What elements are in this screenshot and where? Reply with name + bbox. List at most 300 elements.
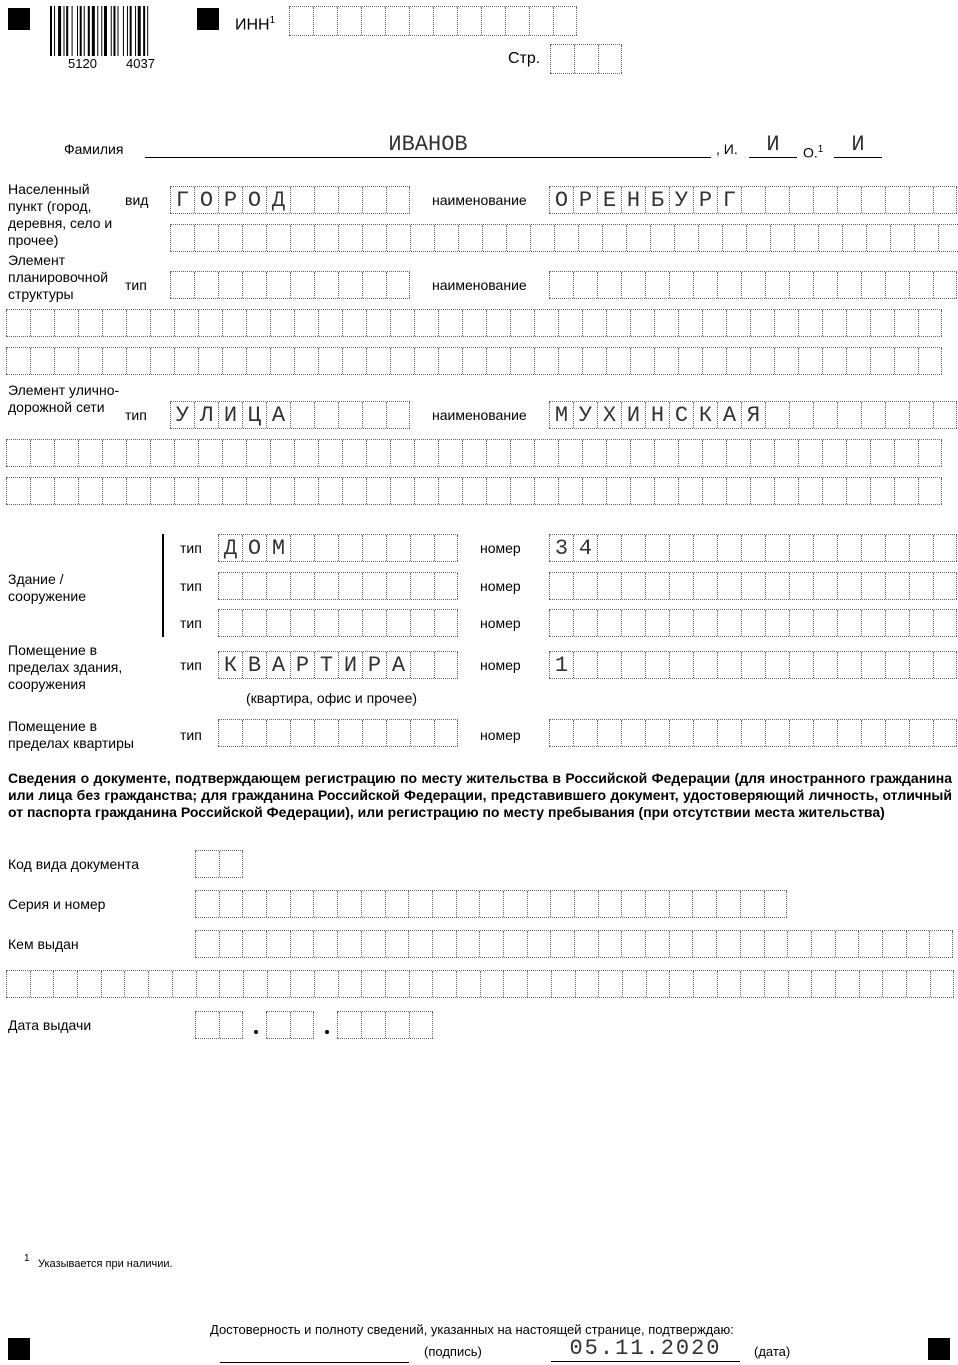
comb-cell xyxy=(510,348,534,374)
comb-cell xyxy=(314,535,338,561)
comb-cell xyxy=(693,573,717,599)
comb-cell xyxy=(530,225,554,251)
comb-cell xyxy=(621,652,645,678)
comb-cell xyxy=(270,478,294,504)
comb-cell xyxy=(882,971,906,997)
planning-name-field-line2[interactable] xyxy=(6,309,942,337)
comb-cell xyxy=(198,348,222,374)
barcode-number-right: 4037 xyxy=(126,56,155,71)
comb-cell xyxy=(410,610,434,636)
comb-cell xyxy=(837,652,861,678)
comb-cell xyxy=(835,971,859,997)
comb-cell xyxy=(558,310,582,336)
comb-cell xyxy=(290,187,314,213)
comb-cell xyxy=(6,478,30,504)
comb-cell: Ц xyxy=(242,402,266,428)
comb-cell xyxy=(798,310,822,336)
comb-cell xyxy=(575,971,599,997)
comb-cell xyxy=(486,440,510,466)
comb-cell xyxy=(582,440,606,466)
comb-cell xyxy=(266,225,290,251)
premises-type-field[interactable] xyxy=(218,651,458,679)
barcode-bar xyxy=(54,6,55,56)
comb-cell xyxy=(386,402,410,428)
comb-cell xyxy=(716,931,740,957)
comb-cell xyxy=(818,225,842,251)
comb-cell xyxy=(337,1012,361,1038)
comb-cell xyxy=(645,652,669,678)
locality-name-field[interactable] xyxy=(549,186,957,214)
page-number-field[interactable] xyxy=(550,44,622,74)
comb-cell xyxy=(702,440,726,466)
comb-cell xyxy=(693,610,717,636)
comb-cell xyxy=(218,720,242,746)
comb-cell xyxy=(314,573,338,599)
comb-cell xyxy=(598,45,622,73)
comb-cell xyxy=(918,310,942,336)
date-separator-dot-1 xyxy=(254,1030,258,1034)
doc-issued-by-field-line2[interactable] xyxy=(6,970,954,998)
comb-cell xyxy=(361,971,385,997)
comb-cell xyxy=(717,573,741,599)
comb-cell xyxy=(408,891,432,917)
comb-cell xyxy=(837,402,861,428)
building-bracket xyxy=(162,534,164,637)
barcode-bar xyxy=(97,6,98,56)
comb-cell xyxy=(6,440,30,466)
comb-cell xyxy=(582,310,606,336)
comb-cell xyxy=(342,440,366,466)
comb-cell xyxy=(894,478,918,504)
comb-cell xyxy=(918,440,942,466)
corner-marker-bottom-right xyxy=(928,1338,950,1360)
comb-cell: У xyxy=(573,402,597,428)
comb-cell xyxy=(645,931,669,957)
comb-cell xyxy=(866,225,890,251)
comb-cell xyxy=(338,971,362,997)
doc-issue-month-field[interactable] xyxy=(266,1011,314,1039)
comb-cell xyxy=(813,573,837,599)
corner-marker-top-left xyxy=(8,8,30,30)
building-type-field-1[interactable] xyxy=(218,534,458,562)
street-name-label: наименование xyxy=(432,407,527,423)
comb-cell xyxy=(645,720,669,746)
comb-cell xyxy=(846,440,870,466)
barcode-bar xyxy=(138,6,141,56)
locality-kind-label: вид xyxy=(125,192,149,208)
date-field[interactable]: 05.11.2020 xyxy=(551,1337,740,1362)
comb-cell xyxy=(534,310,558,336)
comb-cell xyxy=(218,573,242,599)
comb-cell xyxy=(645,610,669,636)
comb-cell xyxy=(549,573,573,599)
comb-cell xyxy=(290,573,314,599)
comb-cell: Е xyxy=(597,187,621,213)
comb-cell xyxy=(693,720,717,746)
comb-cell xyxy=(859,971,883,997)
comb-cell xyxy=(669,971,693,997)
comb-cell: А xyxy=(266,652,290,678)
comb-cell xyxy=(717,610,741,636)
comb-cell xyxy=(410,573,434,599)
comb-cell xyxy=(534,440,558,466)
street-name-field[interactable] xyxy=(549,401,957,429)
comb-cell xyxy=(813,610,837,636)
comb-cell: Н xyxy=(621,187,645,213)
comb-cell xyxy=(740,971,764,997)
signature-field[interactable] xyxy=(220,1338,409,1363)
planning-name-label: наименование xyxy=(432,277,527,293)
inn-field[interactable] xyxy=(289,6,577,36)
comb-cell xyxy=(630,440,654,466)
comb-cell xyxy=(54,348,78,374)
comb-cell xyxy=(741,610,765,636)
comb-cell xyxy=(798,348,822,374)
comb-cell xyxy=(246,440,270,466)
corner-marker-top-mid xyxy=(197,8,219,30)
building-number-label-2: номер xyxy=(480,578,521,594)
comb-cell xyxy=(409,971,433,997)
doc-issued-by-field[interactable] xyxy=(195,930,953,958)
comb-cell xyxy=(774,440,798,466)
footnote-text: Указывается при наличии. xyxy=(38,1258,173,1270)
comb-cell xyxy=(654,440,678,466)
comb-cell: И xyxy=(621,402,645,428)
comb-cell: К xyxy=(693,402,717,428)
comb-cell xyxy=(222,478,246,504)
comb-cell xyxy=(646,971,670,997)
comb-cell xyxy=(270,348,294,374)
comb-cell xyxy=(909,720,933,746)
comb-cell xyxy=(837,187,861,213)
initial-o-field[interactable]: И xyxy=(834,133,882,158)
street-name-field-line3[interactable] xyxy=(6,477,942,505)
comb-cell xyxy=(172,971,196,997)
comb-cell xyxy=(432,971,456,997)
comb-cell xyxy=(386,272,410,298)
comb-cell xyxy=(266,272,290,298)
comb-cell xyxy=(195,931,219,957)
comb-cell xyxy=(196,971,220,997)
comb-cell xyxy=(573,272,597,298)
apartment-premises-type-field[interactable] xyxy=(218,719,458,747)
doc-code-field[interactable] xyxy=(195,850,243,878)
comb-cell xyxy=(789,652,813,678)
comb-cell xyxy=(6,971,30,997)
comb-cell xyxy=(602,225,626,251)
comb-cell xyxy=(195,891,219,917)
comb-cell xyxy=(574,45,598,73)
comb-cell xyxy=(150,478,174,504)
comb-cell xyxy=(361,931,385,957)
street-type-field[interactable] xyxy=(170,401,410,429)
comb-cell xyxy=(597,573,621,599)
premises-type-label: тип xyxy=(180,657,202,673)
comb-cell xyxy=(669,272,693,298)
comb-cell xyxy=(438,478,462,504)
comb-cell xyxy=(290,272,314,298)
comb-cell xyxy=(906,971,930,997)
comb-cell xyxy=(717,535,741,561)
comb-cell xyxy=(861,610,885,636)
doc-issue-date-label: Дата выдачи xyxy=(8,1017,92,1033)
comb-cell xyxy=(885,187,909,213)
comb-cell xyxy=(385,1012,409,1038)
building-type-label-2: тип xyxy=(180,578,202,594)
comb-cell xyxy=(30,348,54,374)
comb-cell xyxy=(314,402,338,428)
comb-cell xyxy=(726,440,750,466)
comb-cell xyxy=(174,440,198,466)
comb-cell xyxy=(266,1012,290,1038)
comb-cell xyxy=(765,272,789,298)
street-name-field-line2[interactable] xyxy=(6,439,942,467)
barcode-bar xyxy=(123,6,124,56)
comb-cell: Б xyxy=(645,187,669,213)
barcode-bar xyxy=(127,6,128,56)
comb-cell: Р xyxy=(573,187,597,213)
comb-cell xyxy=(573,720,597,746)
comb-cell xyxy=(702,478,726,504)
comb-cell xyxy=(726,310,750,336)
confirmation-text: Достоверность и полноту сведений, указанных на настоящей странице, подтверждаю: xyxy=(210,1322,734,1337)
page-label: Стр. xyxy=(508,50,541,67)
comb-cell xyxy=(789,573,813,599)
comb-cell: У xyxy=(669,187,693,213)
barcode-bar xyxy=(84,6,85,56)
barcode-bar xyxy=(66,6,68,56)
comb-cell: А xyxy=(266,402,290,428)
comb-cell xyxy=(385,931,409,957)
comb-cell xyxy=(918,348,942,374)
comb-cell: Г xyxy=(717,187,741,213)
comb-cell xyxy=(337,891,361,917)
comb-cell xyxy=(434,225,458,251)
comb-cell xyxy=(386,573,410,599)
comb-cell xyxy=(861,535,885,561)
comb-cell xyxy=(294,478,318,504)
comb-cell xyxy=(434,610,458,636)
planning-name-field-line3[interactable] xyxy=(6,347,942,375)
comb-cell xyxy=(30,440,54,466)
comb-cell xyxy=(870,310,894,336)
comb-cell xyxy=(764,971,788,997)
comb-cell xyxy=(318,348,342,374)
comb-cell xyxy=(174,348,198,374)
comb-cell xyxy=(503,931,527,957)
doc-issue-day-field[interactable] xyxy=(195,1011,243,1039)
comb-cell xyxy=(361,1012,385,1038)
comb-cell xyxy=(598,891,622,917)
comb-cell xyxy=(219,931,243,957)
comb-cell: Т xyxy=(314,652,338,678)
inn-label: ИНН$^1$ xyxy=(235,15,276,34)
comb-cell xyxy=(456,971,480,997)
comb-cell xyxy=(550,931,574,957)
barcode-bar xyxy=(147,6,148,56)
comb-cell xyxy=(267,971,291,997)
comb-cell xyxy=(219,1012,243,1038)
date-label: (дата) xyxy=(754,1344,791,1359)
comb-cell xyxy=(386,187,410,213)
comb-cell: У xyxy=(170,402,194,428)
comb-cell xyxy=(741,720,765,746)
comb-cell xyxy=(909,272,933,298)
surname-field[interactable]: ИВАНОВ xyxy=(145,133,711,158)
comb-cell xyxy=(338,573,362,599)
comb-cell xyxy=(266,720,290,746)
comb-cell xyxy=(342,310,366,336)
initial-i-field[interactable]: И xyxy=(749,133,797,158)
comb-cell xyxy=(717,652,741,678)
comb-cell xyxy=(30,310,54,336)
building-number-field-3[interactable] xyxy=(549,609,957,637)
building-number-field-2[interactable] xyxy=(549,572,957,600)
comb-cell xyxy=(835,931,859,957)
comb-cell xyxy=(290,535,314,561)
comb-cell xyxy=(645,891,669,917)
comb-cell xyxy=(414,310,438,336)
comb-cell xyxy=(909,610,933,636)
comb-cell xyxy=(813,652,837,678)
comb-cell xyxy=(479,931,503,957)
comb-cell xyxy=(842,225,866,251)
comb-cell xyxy=(432,891,456,917)
building-label: Здание / сооружение xyxy=(8,571,87,604)
comb-cell xyxy=(314,225,338,251)
comb-cell xyxy=(386,610,410,636)
comb-cell xyxy=(726,348,750,374)
comb-cell xyxy=(550,891,574,917)
doc-series-field[interactable] xyxy=(195,890,787,918)
comb-cell xyxy=(938,225,958,251)
comb-cell: М xyxy=(549,402,573,428)
comb-cell xyxy=(410,535,434,561)
comb-cell xyxy=(366,348,390,374)
comb-cell: Л xyxy=(194,402,218,428)
comb-cell xyxy=(78,440,102,466)
planning-name-field[interactable] xyxy=(549,271,957,299)
barcode-bar xyxy=(143,6,145,56)
comb-cell: И xyxy=(218,402,242,428)
building-type-field-2[interactable] xyxy=(218,572,458,600)
comb-cell: Х xyxy=(597,402,621,428)
comb-cell xyxy=(765,187,789,213)
comb-cell xyxy=(894,310,918,336)
comb-cell xyxy=(270,310,294,336)
comb-cell xyxy=(621,720,645,746)
comb-cell xyxy=(765,720,789,746)
comb-cell xyxy=(338,720,362,746)
comb-cell xyxy=(621,891,645,917)
comb-cell xyxy=(510,310,534,336)
comb-cell xyxy=(885,272,909,298)
comb-cell xyxy=(774,310,798,336)
apartment-premises-label: Помещение в пределах квартиры xyxy=(8,718,134,751)
comb-cell xyxy=(126,478,150,504)
comb-cell xyxy=(290,891,314,917)
comb-cell xyxy=(314,610,338,636)
comb-cell xyxy=(582,478,606,504)
building-number-field-1[interactable] xyxy=(549,534,957,562)
comb-cell xyxy=(194,272,218,298)
comb-cell xyxy=(678,310,702,336)
barcode-bar xyxy=(64,6,65,56)
comb-cell xyxy=(6,348,30,374)
premises-number-field[interactable] xyxy=(549,651,957,679)
barcode-bar xyxy=(130,6,132,56)
comb-cell xyxy=(338,187,362,213)
planning-type-field[interactable] xyxy=(170,271,410,299)
comb-cell xyxy=(630,348,654,374)
comb-cell xyxy=(741,652,765,678)
barcode-bar xyxy=(118,6,119,56)
comb-cell xyxy=(503,891,527,917)
document-heading: Сведения о документе, подтверждающем регистрацию по месту жительства в Российской Федерации (для иностранного гражданина или лица без гражданства; для гражданина Российской Федерации, представившего документ, удостоверяющий личность, отличный от паспорта гражданина Российской Федерации), или регистрацию по месту пребывания (при отсутствии места жительства) xyxy=(8,770,952,820)
comb-cell xyxy=(698,225,722,251)
locality-name-field-line2[interactable] xyxy=(170,224,958,252)
comb-cell xyxy=(669,573,693,599)
comb-cell: К xyxy=(218,652,242,678)
comb-cell xyxy=(78,310,102,336)
comb-cell xyxy=(621,610,645,636)
comb-cell xyxy=(294,348,318,374)
comb-cell xyxy=(558,440,582,466)
comb-cell xyxy=(270,440,294,466)
comb-cell: А xyxy=(717,402,741,428)
comb-cell xyxy=(582,348,606,374)
comb-cell xyxy=(170,225,194,251)
comb-cell xyxy=(434,573,458,599)
comb-cell xyxy=(294,440,318,466)
barcode-bar xyxy=(80,6,82,56)
building-type-field-3[interactable] xyxy=(218,609,458,637)
comb-cell xyxy=(218,610,242,636)
barcode-bar xyxy=(77,6,78,56)
street-type-label: тип xyxy=(125,407,147,423)
comb-cell xyxy=(574,931,598,957)
comb-cell xyxy=(266,573,290,599)
locality-kind-field[interactable] xyxy=(170,186,410,214)
comb-cell xyxy=(194,225,218,251)
comb-cell xyxy=(693,652,717,678)
comb-cell xyxy=(726,478,750,504)
comb-cell xyxy=(433,7,457,35)
comb-cell xyxy=(486,478,510,504)
comb-cell xyxy=(198,478,222,504)
apartment-premises-number-field[interactable] xyxy=(549,719,957,747)
comb-cell xyxy=(456,891,480,917)
comb-cell xyxy=(290,610,314,636)
comb-cell xyxy=(290,931,314,957)
comb-cell xyxy=(764,931,788,957)
comb-cell xyxy=(885,573,909,599)
comb-cell xyxy=(789,535,813,561)
comb-cell xyxy=(148,971,172,997)
barcode-bar xyxy=(50,6,52,56)
comb-cell xyxy=(870,440,894,466)
comb-cell xyxy=(813,187,837,213)
comb-cell xyxy=(693,971,717,997)
comb-cell xyxy=(195,1012,219,1038)
doc-issue-year-field[interactable] xyxy=(337,1011,433,1039)
comb-cell xyxy=(550,45,574,73)
comb-cell xyxy=(242,610,266,636)
comb-cell xyxy=(861,402,885,428)
comb-cell xyxy=(740,891,764,917)
comb-cell xyxy=(462,348,486,374)
comb-cell xyxy=(822,478,846,504)
